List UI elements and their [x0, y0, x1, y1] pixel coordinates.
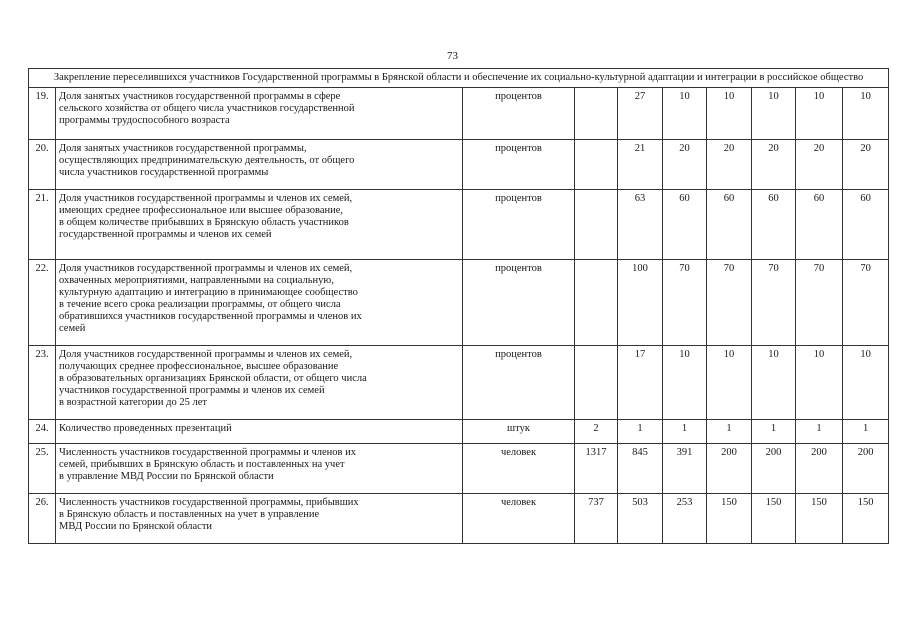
indicator-name-line: Доля занятых участников государственной программы в сфере [59, 91, 341, 102]
row-number: 26. [29, 494, 56, 544]
value-cell: 253 [663, 494, 707, 544]
indicator-name-line: обратившихся участников государственной программы и членов их [59, 311, 362, 322]
value-cell: 63 [618, 190, 663, 260]
value-cell: 27 [618, 88, 663, 140]
indicator-name-line: имеющих среднее профессиональное или высшее образование, [59, 205, 344, 216]
value-cell: 503 [618, 494, 663, 544]
indicator-name-line: культурную адаптацию и интеграцию в принимающее сообщество [59, 287, 358, 298]
value-cell [575, 346, 618, 420]
value-cell: 391 [663, 444, 707, 494]
value-cell: 60 [752, 190, 796, 260]
indicator-name [56, 494, 463, 544]
value-cell: 20 [663, 140, 707, 190]
value-cell: 10 [752, 346, 796, 420]
table-row [29, 190, 889, 260]
row-number: 24. [29, 420, 56, 444]
value-cell: 1317 [575, 444, 618, 494]
value-cell: 17 [618, 346, 663, 420]
indicator-name-line: числа участников государственной программы [59, 167, 269, 178]
value-cell: 1 [618, 420, 663, 444]
indicator-name [56, 140, 463, 190]
indicator-name-line: Численность участников государственной программы и членов их [59, 447, 357, 458]
indicator-name-line: осуществляющих предпринимательскую деятельность, от общего [59, 155, 355, 166]
value-cell: 200 [796, 444, 843, 494]
value-cell: 60 [796, 190, 843, 260]
value-cell: 60 [663, 190, 707, 260]
table-row [29, 444, 889, 494]
value-cell: 20 [707, 140, 752, 190]
table-row [29, 88, 889, 140]
value-cell: 70 [663, 260, 707, 346]
value-cell: 1 [752, 420, 796, 444]
value-cell [575, 260, 618, 346]
page-number: 73 [447, 50, 458, 62]
indicator-name [56, 190, 463, 260]
indicator-name [56, 444, 463, 494]
indicator-name-line: в Брянскую область и поставленных на учет в управление [59, 509, 320, 520]
value-cell: 200 [752, 444, 796, 494]
unit-cell: человек [463, 444, 575, 494]
value-cell: 150 [796, 494, 843, 544]
indicator-name [56, 346, 463, 420]
value-cell: 10 [843, 346, 889, 420]
row-number: 19. [29, 88, 56, 140]
indicator-name [56, 88, 463, 140]
value-cell: 1 [843, 420, 889, 444]
value-cell: 737 [575, 494, 618, 544]
value-cell: 10 [663, 346, 707, 420]
value-cell: 70 [796, 260, 843, 346]
indicator-name-line: программы трудоспособного возраста [59, 115, 230, 126]
value-cell: 1 [707, 420, 752, 444]
value-cell: 10 [752, 88, 796, 140]
indicator-name [56, 260, 463, 346]
value-cell: 150 [752, 494, 796, 544]
row-number: 25. [29, 444, 56, 494]
value-cell: 70 [752, 260, 796, 346]
indicator-name-line: Доля занятых участников государственной программы, [59, 143, 307, 154]
value-cell: 1 [663, 420, 707, 444]
table-row [29, 260, 889, 346]
value-cell: 10 [796, 346, 843, 420]
indicator-name-line: государственной программы и членов их семей [59, 229, 272, 240]
indicator-name-line: участников государственной программы и членов их семей [59, 385, 325, 396]
value-cell: 60 [707, 190, 752, 260]
indicator-name-line: в возрастной категории до 25 лет [59, 397, 207, 408]
value-cell: 60 [843, 190, 889, 260]
indicator-name-line: в управление МВД России по Брянской области [59, 471, 274, 482]
indicator-name-line: охваченных мероприятиями, направленными на социальную, [59, 275, 334, 286]
table-row [29, 346, 889, 420]
value-cell: 150 [843, 494, 889, 544]
value-cell [575, 140, 618, 190]
value-cell: 200 [707, 444, 752, 494]
unit-cell: штук [463, 420, 575, 444]
table-row [29, 420, 889, 444]
table-row [29, 494, 889, 544]
value-cell: 150 [707, 494, 752, 544]
value-cell: 10 [707, 346, 752, 420]
value-cell [575, 88, 618, 140]
unit-cell: процентов [463, 190, 575, 260]
section-title: Закрепление переселившихся участников Государственной программы в Брянской области и обеспечение их социально-культурной адаптации и интеграции в российское общество [29, 69, 889, 88]
value-cell: 10 [663, 88, 707, 140]
unit-cell: процентов [463, 260, 575, 346]
indicator-name-line: Доля участников государственной программы и членов их семей, [59, 263, 353, 274]
indicator-name-line: в образовательных организациях Брянской области, от общего числа [59, 373, 367, 384]
value-cell: 10 [707, 88, 752, 140]
unit-cell: процентов [463, 346, 575, 420]
indicator-name-line: Количество проведенных презентаций [59, 423, 232, 434]
indicator-name-line: МВД России по Брянской области [59, 521, 213, 532]
indicator-name-line: сельского хозяйства от общего числа участников государственной [59, 103, 355, 114]
indicator-name-line: семей [59, 323, 86, 334]
value-cell: 10 [843, 88, 889, 140]
table-row [29, 140, 889, 190]
value-cell: 200 [843, 444, 889, 494]
indicator-name-line: получающих среднее профессиональное, высшее образование [59, 361, 339, 372]
value-cell: 20 [796, 140, 843, 190]
value-cell: 70 [707, 260, 752, 346]
indicator-name [56, 420, 463, 444]
indicators-table [28, 68, 889, 544]
indicator-name-line: Доля участников государственной программы и членов их семей, [59, 193, 353, 204]
value-cell: 21 [618, 140, 663, 190]
value-cell: 100 [618, 260, 663, 346]
value-cell: 20 [752, 140, 796, 190]
indicator-name-line: Численность участников государственной программы, прибывших [59, 497, 359, 508]
row-number: 21. [29, 190, 56, 260]
indicator-name-line: семей, прибывших в Брянскую область и поставленных на учет [59, 459, 345, 470]
value-cell: 20 [843, 140, 889, 190]
row-number: 22. [29, 260, 56, 346]
value-cell: 1 [796, 420, 843, 444]
unit-cell: процентов [463, 88, 575, 140]
row-number: 20. [29, 140, 56, 190]
row-number: 23. [29, 346, 56, 420]
unit-cell: человек [463, 494, 575, 544]
value-cell: 70 [843, 260, 889, 346]
section-header-row [29, 69, 889, 88]
indicator-name-line: в течение всего срока реализации программы, от общего числа [59, 299, 341, 310]
value-cell: 845 [618, 444, 663, 494]
indicator-name-line: Доля участников государственной программы и членов их семей, [59, 349, 353, 360]
unit-cell: процентов [463, 140, 575, 190]
value-cell: 10 [796, 88, 843, 140]
value-cell: 2 [575, 420, 618, 444]
indicator-name-line: в общем количестве прибывших в Брянскую область участников [59, 217, 349, 228]
value-cell [575, 190, 618, 260]
